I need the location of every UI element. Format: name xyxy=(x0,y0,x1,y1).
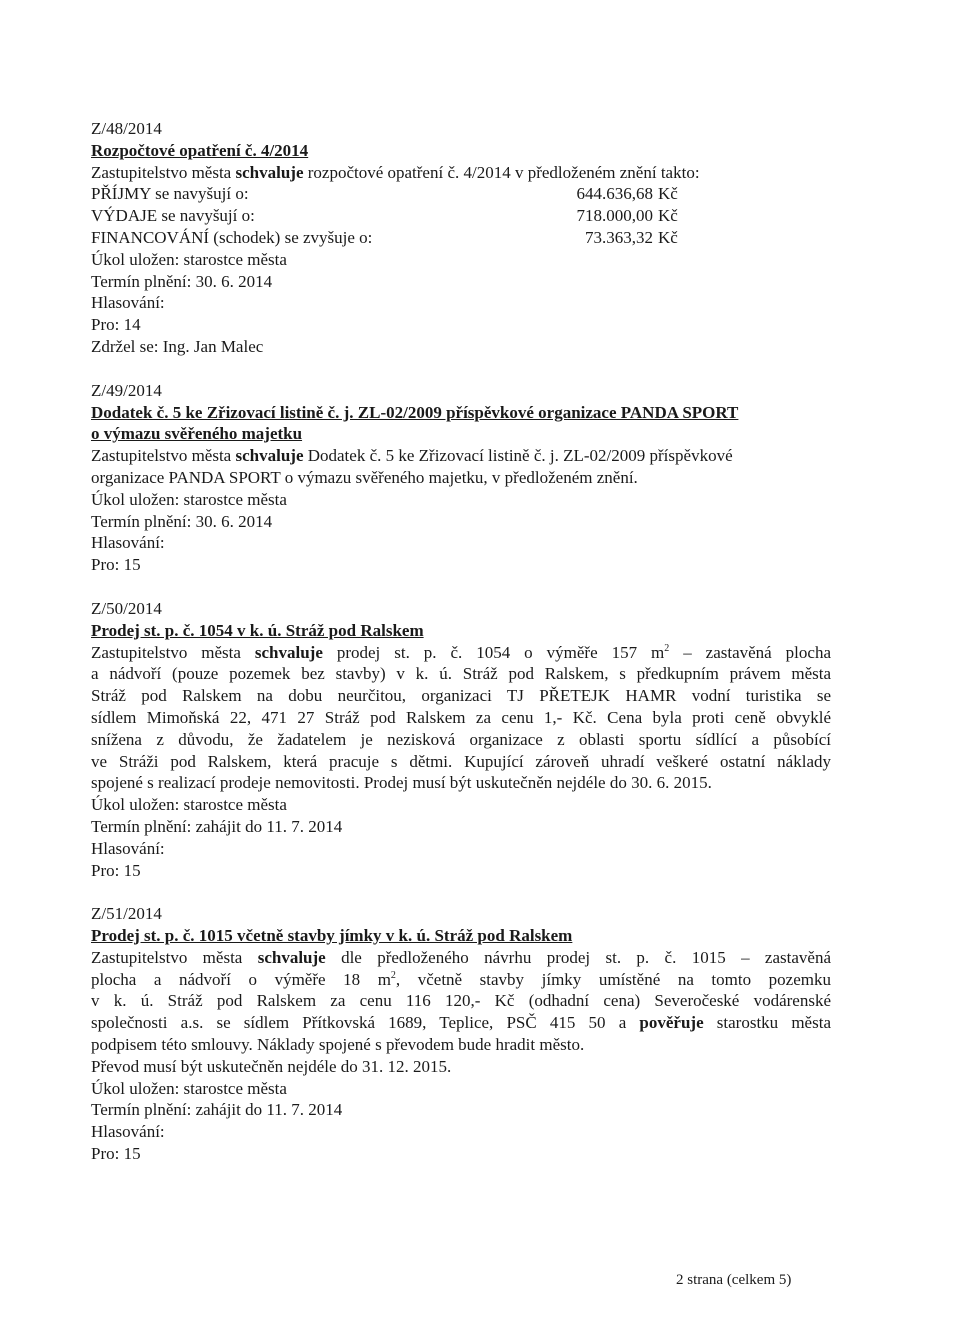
resolution-number: Z/49/2014 xyxy=(91,380,162,400)
resolution-title: Prodej st. p. č. 1054 v k. ú. Stráž pod Ralskem xyxy=(91,620,424,640)
resolution-z48 xyxy=(91,118,831,358)
resolution-title: Prodej st. p. č. 1015 včetně stavby jímky v k. ú. Stráž pod Ralskem xyxy=(91,926,573,946)
voting-label: Hlasování: xyxy=(91,533,165,553)
resolution-z51 xyxy=(91,903,831,1165)
resolution-text-line: Převod musí být uskutečněn nejdéle do 31. 12. 2015. xyxy=(91,1056,452,1076)
task-assigned: Úkol uložen: starostce města xyxy=(91,795,287,815)
resolution-text-line: snížena z důvodu, že žadatelem je nezisková organizace z oblasti sportu sídlící a působící xyxy=(91,729,831,749)
deadline: Termín plnění: zahájit do 11. 7. 2014 xyxy=(91,816,343,836)
task-assigned: Úkol uložen: starostce města xyxy=(91,1078,287,1098)
budget-row-financing: FINANCOVÁNÍ (schodek) se zvyšuje o: 73.363,32 Kč xyxy=(91,227,678,247)
resolution-text: Zastupitelstvo města schvaluje dle předloženého návrhu prodej st. p. č. 1015 – zastavěná xyxy=(91,947,831,967)
resolution-text-line: a nádvoří (pouze pozemek bez stavby) v k. ú. Stráž pod Ralskem, s předkupním právem města xyxy=(91,664,831,684)
votes-for: Pro: 15 xyxy=(91,1144,141,1164)
votes-abstain: Zdržel se: Ing. Jan Malec xyxy=(91,336,264,356)
budget-row-expenses: VÝDAJE se navyšují o: 718.000,00 Kč xyxy=(91,206,678,226)
resolution-text: Zastupitelstvo města schvaluje Dodatek č. 5 ke Zřizovací listině č. j. ZL-02/2009 příspěvkové xyxy=(91,446,733,466)
resolution-text-line: podpisem této smlouvy. Náklady spojené s převodem bude hradit město. xyxy=(91,1035,585,1055)
resolution-text-line: Stráž pod Ralskem na dobu neurčitou, organizaci TJ PŘETEJK HAMR vodní turistika se xyxy=(91,686,831,706)
voting-label: Hlasování: xyxy=(91,293,165,313)
resolution-text-last: spojené s realizací prodeje nemovitosti. Prodej musí být uskutečněn nejdéle do 30. 6. 2015. xyxy=(91,773,712,793)
resolution-text: Zastupitelstvo města schvaluje rozpočtové opatření č. 4/2014 v předloženém znění takto: xyxy=(91,162,700,182)
deadline: Termín plnění: 30. 6. 2014 xyxy=(91,271,273,291)
resolution-text-cont: organizace PANDA SPORT o výmazu svěřeného majetku, v předloženém znění. xyxy=(91,467,638,487)
votes-for: Pro: 15 xyxy=(91,555,141,575)
voting-label: Hlasování: xyxy=(91,838,165,858)
resolution-number: Z/50/2014 xyxy=(91,598,162,618)
votes-for: Pro: 14 xyxy=(91,315,141,335)
budget-row-income: PŘÍJMY se navyšují o: 644.636,68 Kč xyxy=(91,184,678,204)
resolution-text-line: ve Stráži pod Ralskem, která pracuje s dětmi. Kupující zároveň uhradí veškeré ostatní náklady xyxy=(91,751,831,771)
deadline: Termín plnění: 30. 6. 2014 xyxy=(91,511,273,531)
resolution-number: Z/48/2014 xyxy=(91,119,162,138)
resolution-text: Zastupitelstvo města schvaluje prodej st. p. č. 1054 o výměře 157 $m^2$ – zastavěná plocha xyxy=(91,642,831,662)
resolution-title: Rozpočtové opatření č. 4/2014 xyxy=(91,140,309,160)
resolution-title: Dodatek č. 5 ke Zřizovací listině č. j. ZL-02/2009 příspěvkové organizace PANDA SPORT xyxy=(91,402,739,422)
resolution-number: Z/51/2014 xyxy=(91,904,162,924)
deadline: Termín plnění: zahájit do 11. 7. 2014 xyxy=(91,1100,343,1120)
votes-for: Pro: 15 xyxy=(91,860,141,880)
resolution-text-line: sídlem Mimoňská 22, 471 27 Stráž pod Ralskem za cenu 1,- Kč. Cena byla proti ceně obvyklé xyxy=(91,707,831,727)
resolution-text-line: společnosti a.s. se sídlem Přítkovská 1689, Teplice, PSČ 415 50 a pověřuje starostku města xyxy=(91,1013,831,1033)
document-page xyxy=(91,118,831,1165)
page-footer: 2 strana (celkem 5) xyxy=(676,1272,792,1288)
voting-label: Hlasování: xyxy=(91,1122,165,1142)
task-assigned: Úkol uložen: starostce města xyxy=(91,489,287,509)
resolution-text-line: plocha a nádvoří o výměře 18 $m^2$, včetně stavby jímky umístěné na tomto pozemku xyxy=(91,969,831,989)
resolution-z49 xyxy=(91,380,831,576)
resolution-title-cont: o výmazu svěřeného majetku xyxy=(91,424,303,444)
resolution-z50 xyxy=(91,598,831,881)
resolution-text-line: v k. ú. Stráž pod Ralskem za cenu 116 120,- Kč (odhadní cena) Severočeské vodárenské xyxy=(91,991,831,1011)
task-assigned: Úkol uložen: starostce města xyxy=(91,249,287,269)
